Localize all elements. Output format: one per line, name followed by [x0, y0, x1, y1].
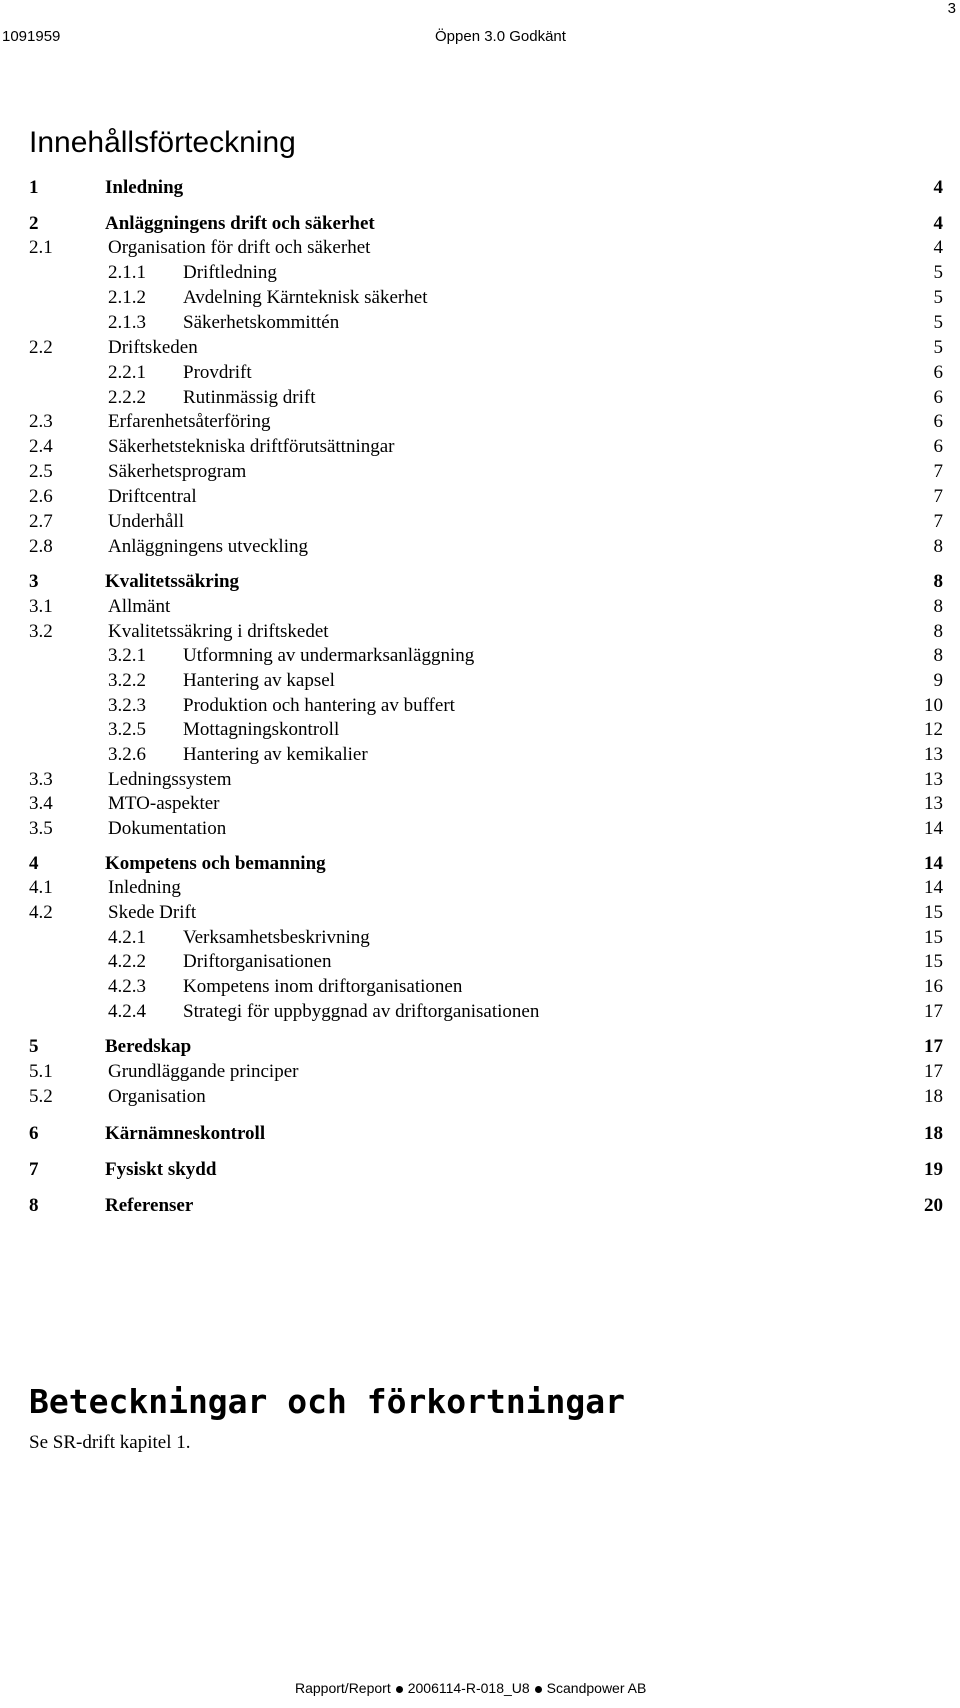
toc-entry-label: Ledningssystem: [108, 769, 232, 790]
toc-entry-label: Verksamhetsbeskrivning: [183, 927, 370, 948]
toc-entry-page: 6: [933, 436, 943, 457]
toc-entry-number: 2.8: [29, 536, 53, 557]
toc-entry-number: 2.6: [29, 486, 53, 507]
toc-entry-page: 13: [924, 793, 943, 814]
toc-entry-label: Allmänt: [108, 596, 171, 617]
toc-entry-page: 17: [924, 1036, 943, 1057]
toc-entry-number: 4.2.2: [108, 951, 146, 972]
footer-company: Scandpower AB: [546, 1680, 647, 1696]
toc-entry[interactable]: [0, 386, 960, 410]
toc-entry-page: 13: [924, 744, 943, 765]
toc-entry-number: 2.1.3: [108, 312, 146, 333]
toc-entry-page: 5: [933, 337, 943, 358]
toc-entry-label: Driftcentral: [108, 486, 197, 507]
toc-entry-label: MTO-aspekter: [108, 793, 220, 814]
toc-entry[interactable]: [0, 1122, 960, 1146]
toc-entry-number: 5.2: [29, 1086, 53, 1107]
toc-entry-label: Säkerhetstekniska driftförutsättningar: [108, 436, 395, 457]
toc-entry-page: 17: [924, 1061, 943, 1082]
toc-entry[interactable]: [0, 1060, 960, 1084]
page-number: 3: [947, 0, 956, 17]
toc-entry-number: 2.2.1: [108, 362, 146, 383]
toc-entry[interactable]: [0, 460, 960, 484]
toc-entry-label: Avdelning Kärnteknisk säkerhet: [183, 287, 428, 308]
footer-report-label: Rapport/Report: [295, 1680, 391, 1696]
toc-entry-number: 2.3: [29, 411, 53, 432]
toc-entry[interactable]: [0, 435, 960, 459]
toc-entry-label: Referenser: [105, 1195, 194, 1216]
toc-entry-page: 5: [933, 312, 943, 333]
toc-entry[interactable]: [0, 669, 960, 693]
toc-entry-page: 18: [924, 1123, 943, 1144]
toc-entry-number: 3.5: [29, 818, 53, 839]
toc-entry[interactable]: [0, 1085, 960, 1109]
toc-entry[interactable]: [0, 485, 960, 509]
toc-entry-label: Kvalitetssäkring i driftskedet: [108, 621, 329, 642]
toc-entry-number: 8: [29, 1195, 39, 1216]
toc-entry[interactable]: [0, 236, 960, 260]
toc-entry-label: Organisation: [108, 1086, 206, 1107]
toc-entry-page: 7: [933, 486, 943, 507]
toc-entry-page: 4: [933, 237, 943, 258]
toc-entry[interactable]: [0, 510, 960, 534]
toc-entry-page: 7: [933, 511, 943, 532]
toc-entry[interactable]: [0, 644, 960, 668]
toc-entry-label: Utformning av undermarksanläggning: [183, 645, 475, 666]
toc-entry[interactable]: [0, 852, 960, 876]
toc-entry[interactable]: [0, 718, 960, 742]
toc-entry-page: 5: [933, 262, 943, 283]
toc-entry-label: Driftledning: [183, 262, 277, 283]
toc-entry[interactable]: [0, 817, 960, 841]
toc-entry-page: 7: [933, 461, 943, 482]
toc-title: Innehållsförteckning: [29, 126, 296, 159]
toc-entry-number: 2.1.1: [108, 262, 146, 283]
toc-entry-label: Mottagningskontroll: [183, 719, 340, 740]
toc-entry-number: 3.2.5: [108, 719, 146, 740]
toc-entry-number: 3.1: [29, 596, 53, 617]
bullet-icon: [396, 1686, 403, 1693]
toc-entry[interactable]: [0, 535, 960, 559]
toc-entry[interactable]: [0, 1000, 960, 1024]
toc-entry-label: Säkerhetskommittén: [183, 312, 340, 333]
toc-entry-label: Kompetens inom driftorganisationen: [183, 976, 463, 997]
toc-entry-page: 19: [924, 1159, 943, 1180]
toc-entry[interactable]: [0, 570, 960, 594]
toc-entry-label: Kompetens och bemanning: [105, 853, 326, 874]
toc-entry-number: 4.1: [29, 877, 53, 898]
toc-entry-page: 9: [933, 670, 943, 691]
toc-entry-page: 4: [933, 177, 943, 198]
toc-entry[interactable]: [0, 1194, 960, 1218]
toc-entry-number: 4: [29, 853, 39, 874]
toc-entry[interactable]: [0, 1035, 960, 1059]
toc-entry-number: 3.2.3: [108, 695, 146, 716]
toc-entry-number: 5.1: [29, 1061, 53, 1082]
toc-entry[interactable]: [0, 926, 960, 950]
toc-entry-number: 4.2.1: [108, 927, 146, 948]
toc-entry[interactable]: [0, 311, 960, 335]
document-id: 1091959: [2, 28, 61, 45]
toc-entry[interactable]: [0, 595, 960, 619]
toc-entry-page: 14: [924, 818, 943, 839]
toc-entry-label: Inledning: [105, 177, 184, 198]
toc-entry-number: 2.5: [29, 461, 53, 482]
toc-entry-number: 3.3: [29, 769, 53, 790]
toc-entry-label: Anläggningens drift och säkerhet: [105, 213, 375, 234]
toc-entry-label: Grundläggande principer: [108, 1061, 299, 1082]
toc-entry-label: Säkerhetsprogram: [108, 461, 247, 482]
abbreviations-title: Beteckningar och förkortningar: [29, 1382, 626, 1421]
toc-entry-page: 13: [924, 769, 943, 790]
toc-entry-number: 3.4: [29, 793, 53, 814]
toc-entry-page: 4: [933, 213, 943, 234]
toc-entry-page: 15: [924, 927, 943, 948]
toc-entry-label: Rutinmässig drift: [183, 387, 316, 408]
toc-entry[interactable]: [0, 212, 960, 236]
toc-entry-number: 2.7: [29, 511, 53, 532]
toc-entry-label: Beredskap: [105, 1036, 192, 1057]
toc-entry-number: 4.2: [29, 902, 53, 923]
toc-entry[interactable]: [0, 261, 960, 285]
toc-entry-page: 8: [933, 571, 943, 592]
toc-entry-number: 4.2.4: [108, 1001, 146, 1022]
toc-entry-number: 4.2.3: [108, 976, 146, 997]
toc-entry[interactable]: [0, 176, 960, 200]
toc-entry-page: 15: [924, 951, 943, 972]
toc-entry-page: 8: [933, 536, 943, 557]
toc-entry-page: 12: [924, 719, 943, 740]
toc-entry-page: 5: [933, 287, 943, 308]
toc-entry[interactable]: [0, 768, 960, 792]
toc-entry-number: 2.2: [29, 337, 53, 358]
toc-entry-page: 8: [933, 645, 943, 666]
toc-entry[interactable]: [0, 792, 960, 816]
toc-entry-label: Kärnämneskontroll: [105, 1123, 266, 1144]
toc-entry-label: Skede Drift: [108, 902, 197, 923]
page-footer: [0, 1680, 960, 1704]
bullet-icon: [535, 1686, 542, 1693]
toc-entry-label: Hantering av kemikalier: [183, 744, 368, 765]
toc-entry-page: 20: [924, 1195, 943, 1216]
toc-entry-page: 16: [924, 976, 943, 997]
toc-entry-label: Fysiskt skydd: [105, 1159, 217, 1180]
toc-entry-label: Organisation för drift och säkerhet: [108, 237, 371, 258]
toc-entry[interactable]: [0, 286, 960, 310]
toc-entry-label: Anläggningens utveckling: [108, 536, 308, 557]
toc-entry-label: Driftorganisationen: [183, 951, 332, 972]
toc-entry[interactable]: [0, 410, 960, 434]
toc-entry-page: 14: [924, 877, 943, 898]
toc-entry-page: 6: [933, 411, 943, 432]
toc-entry[interactable]: [0, 876, 960, 900]
toc-entry-page: 18: [924, 1086, 943, 1107]
abbreviations-text: Se SR-drift kapitel 1.: [29, 1432, 191, 1453]
toc-entry[interactable]: [0, 950, 960, 974]
toc-entry-page: 14: [924, 853, 943, 874]
toc-entry-number: 2.4: [29, 436, 53, 457]
toc-entry-label: Kvalitetssäkring: [105, 571, 240, 592]
toc-entry-label: Dokumentation: [108, 818, 227, 839]
toc-entry[interactable]: [0, 1158, 960, 1182]
toc-entry-number: 3.2.6: [108, 744, 146, 765]
document-status: Öppen 3.0 Godkänt: [435, 28, 566, 45]
toc-entry-label: Inledning: [108, 877, 181, 898]
toc-entry-page: 8: [933, 596, 943, 617]
toc-entry-number: 2.2.2: [108, 387, 146, 408]
toc-entry[interactable]: [0, 361, 960, 385]
toc-entry-page: 10: [924, 695, 943, 716]
toc-entry[interactable]: [0, 620, 960, 644]
toc-entry-label: Provdrift: [183, 362, 252, 383]
toc-entry[interactable]: [0, 901, 960, 925]
toc-entry-page: 8: [933, 621, 943, 642]
toc-entry-number: 7: [29, 1159, 39, 1180]
toc-entry-number: 3: [29, 571, 39, 592]
toc-entry-label: Erfarenhetsåterföring: [108, 411, 271, 432]
toc-entry-label: Strategi för uppbyggnad av driftorganisationen: [183, 1001, 540, 1022]
toc-entry-label: Underhåll: [108, 511, 184, 532]
toc-entry[interactable]: [0, 336, 960, 360]
toc-entry-number: 2.1: [29, 237, 53, 258]
toc-entry-number: 3.2.2: [108, 670, 146, 691]
toc-entry-label: Hantering av kapsel: [183, 670, 335, 691]
toc-entry-number: 5: [29, 1036, 39, 1057]
toc-entry-number: 1: [29, 177, 39, 198]
toc-entry-number: 3.2.1: [108, 645, 146, 666]
toc-entry-label: Driftskeden: [108, 337, 198, 358]
toc-entry-number: 2: [29, 213, 39, 234]
toc-entry-number: 3.2: [29, 621, 53, 642]
toc-entry[interactable]: [0, 694, 960, 718]
toc-entry-number: 6: [29, 1123, 39, 1144]
toc-entry-page: 6: [933, 362, 943, 383]
toc-entry[interactable]: [0, 975, 960, 999]
toc-entry[interactable]: [0, 743, 960, 767]
footer-report-number: 2006114-R-018_U8: [407, 1680, 530, 1696]
toc-entry-label: Produktion och hantering av buffert: [183, 695, 455, 716]
toc-entry-page: 17: [924, 1001, 943, 1022]
toc-entry-page: 15: [924, 902, 943, 923]
toc-entry-page: 6: [933, 387, 943, 408]
toc-entry-number: 2.1.2: [108, 287, 146, 308]
